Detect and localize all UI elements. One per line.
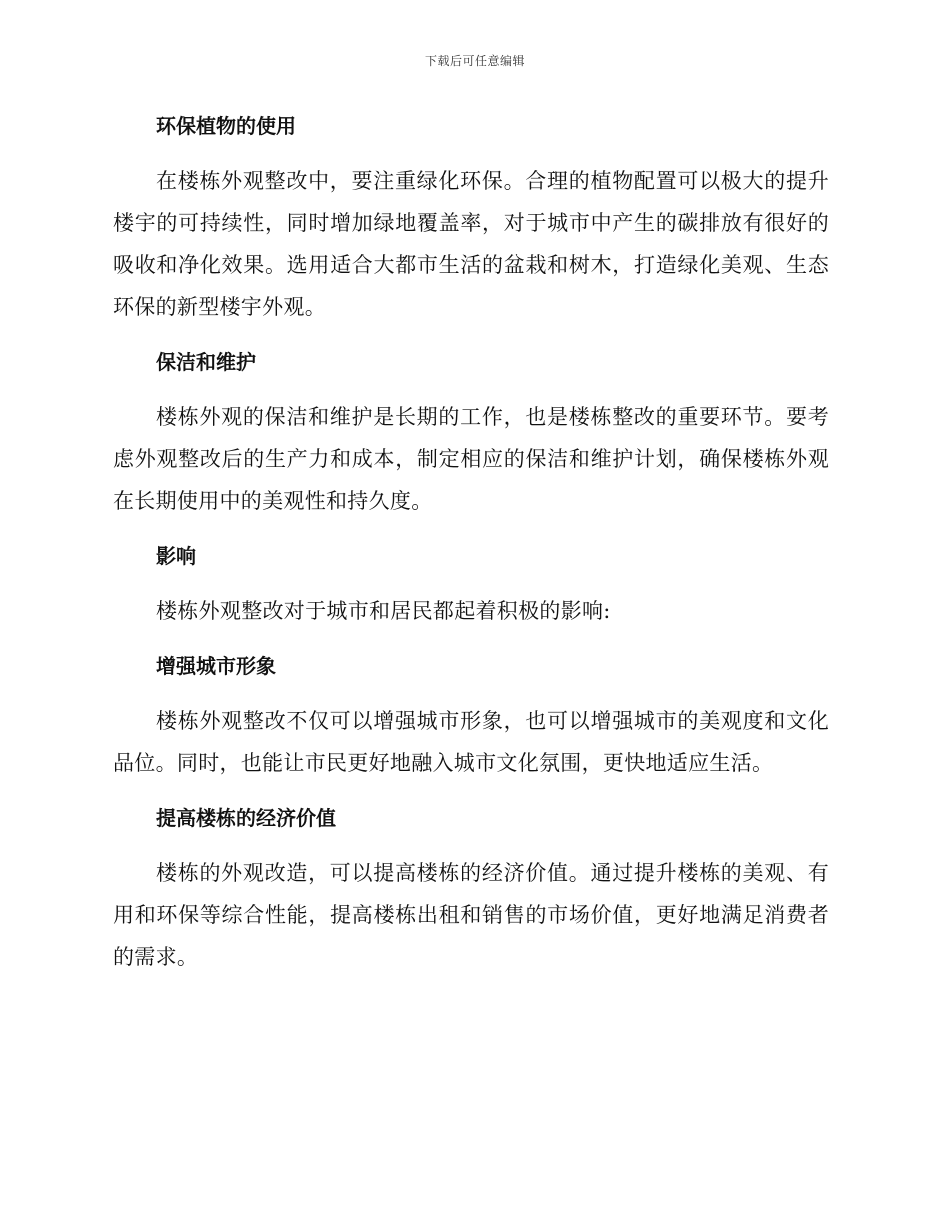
- section-paragraph-eco-plants: 在楼栋外观整改中，要注重绿化环保。合理的植物配置可以极大的提升楼宇的可持续性，同时增加绿地覆盖率，对于城市中产生的碳排放有很好的吸收和净化效果。选用适合大都市生活的盆栽和树木，打造绿化美观、生态环保的新型楼宇外观。: [113, 169, 829, 319]
- section-heading-city-image: 增强城市形象: [156, 654, 276, 678]
- section-heading-eco-plants: 环保植物的使用: [156, 114, 296, 138]
- document-body: [113, 106, 829, 992]
- section-paragraph-economic-value: 楼栋的外观改造，可以提高楼栋的经济价值。通过提升楼栋的美观、有用和环保等综合性能，提高楼栋出租和销售的市场价值，更好地满足消费者的需求。: [113, 861, 829, 969]
- section-paragraph-city-image: 楼栋外观整改不仅可以增强城市形象，也可以增强城市的美观度和文化品位。同时，也能让市民更好地融入城市文化氛围，更快地适应生活。: [113, 709, 829, 775]
- section-paragraph-cleaning-maintenance: 楼栋外观的保洁和维护是长期的工作，也是楼栋整改的重要环节。要考虑外观整改后的生产力和成本，制定相应的保洁和维护计划，确保楼栋外观在长期使用中的美观性和持久度。: [113, 405, 829, 513]
- section-heading-cleaning-maintenance: 保洁和维护: [156, 350, 256, 374]
- page-header-note: 下载后可任意编辑: [424, 54, 525, 68]
- section-heading-impact: 影响: [156, 544, 196, 568]
- section-paragraph-impact: 楼栋外观整改对于城市和居民都起着积极的影响:: [156, 599, 611, 623]
- section-heading-economic-value: 提高楼栋的经济价值: [156, 806, 336, 830]
